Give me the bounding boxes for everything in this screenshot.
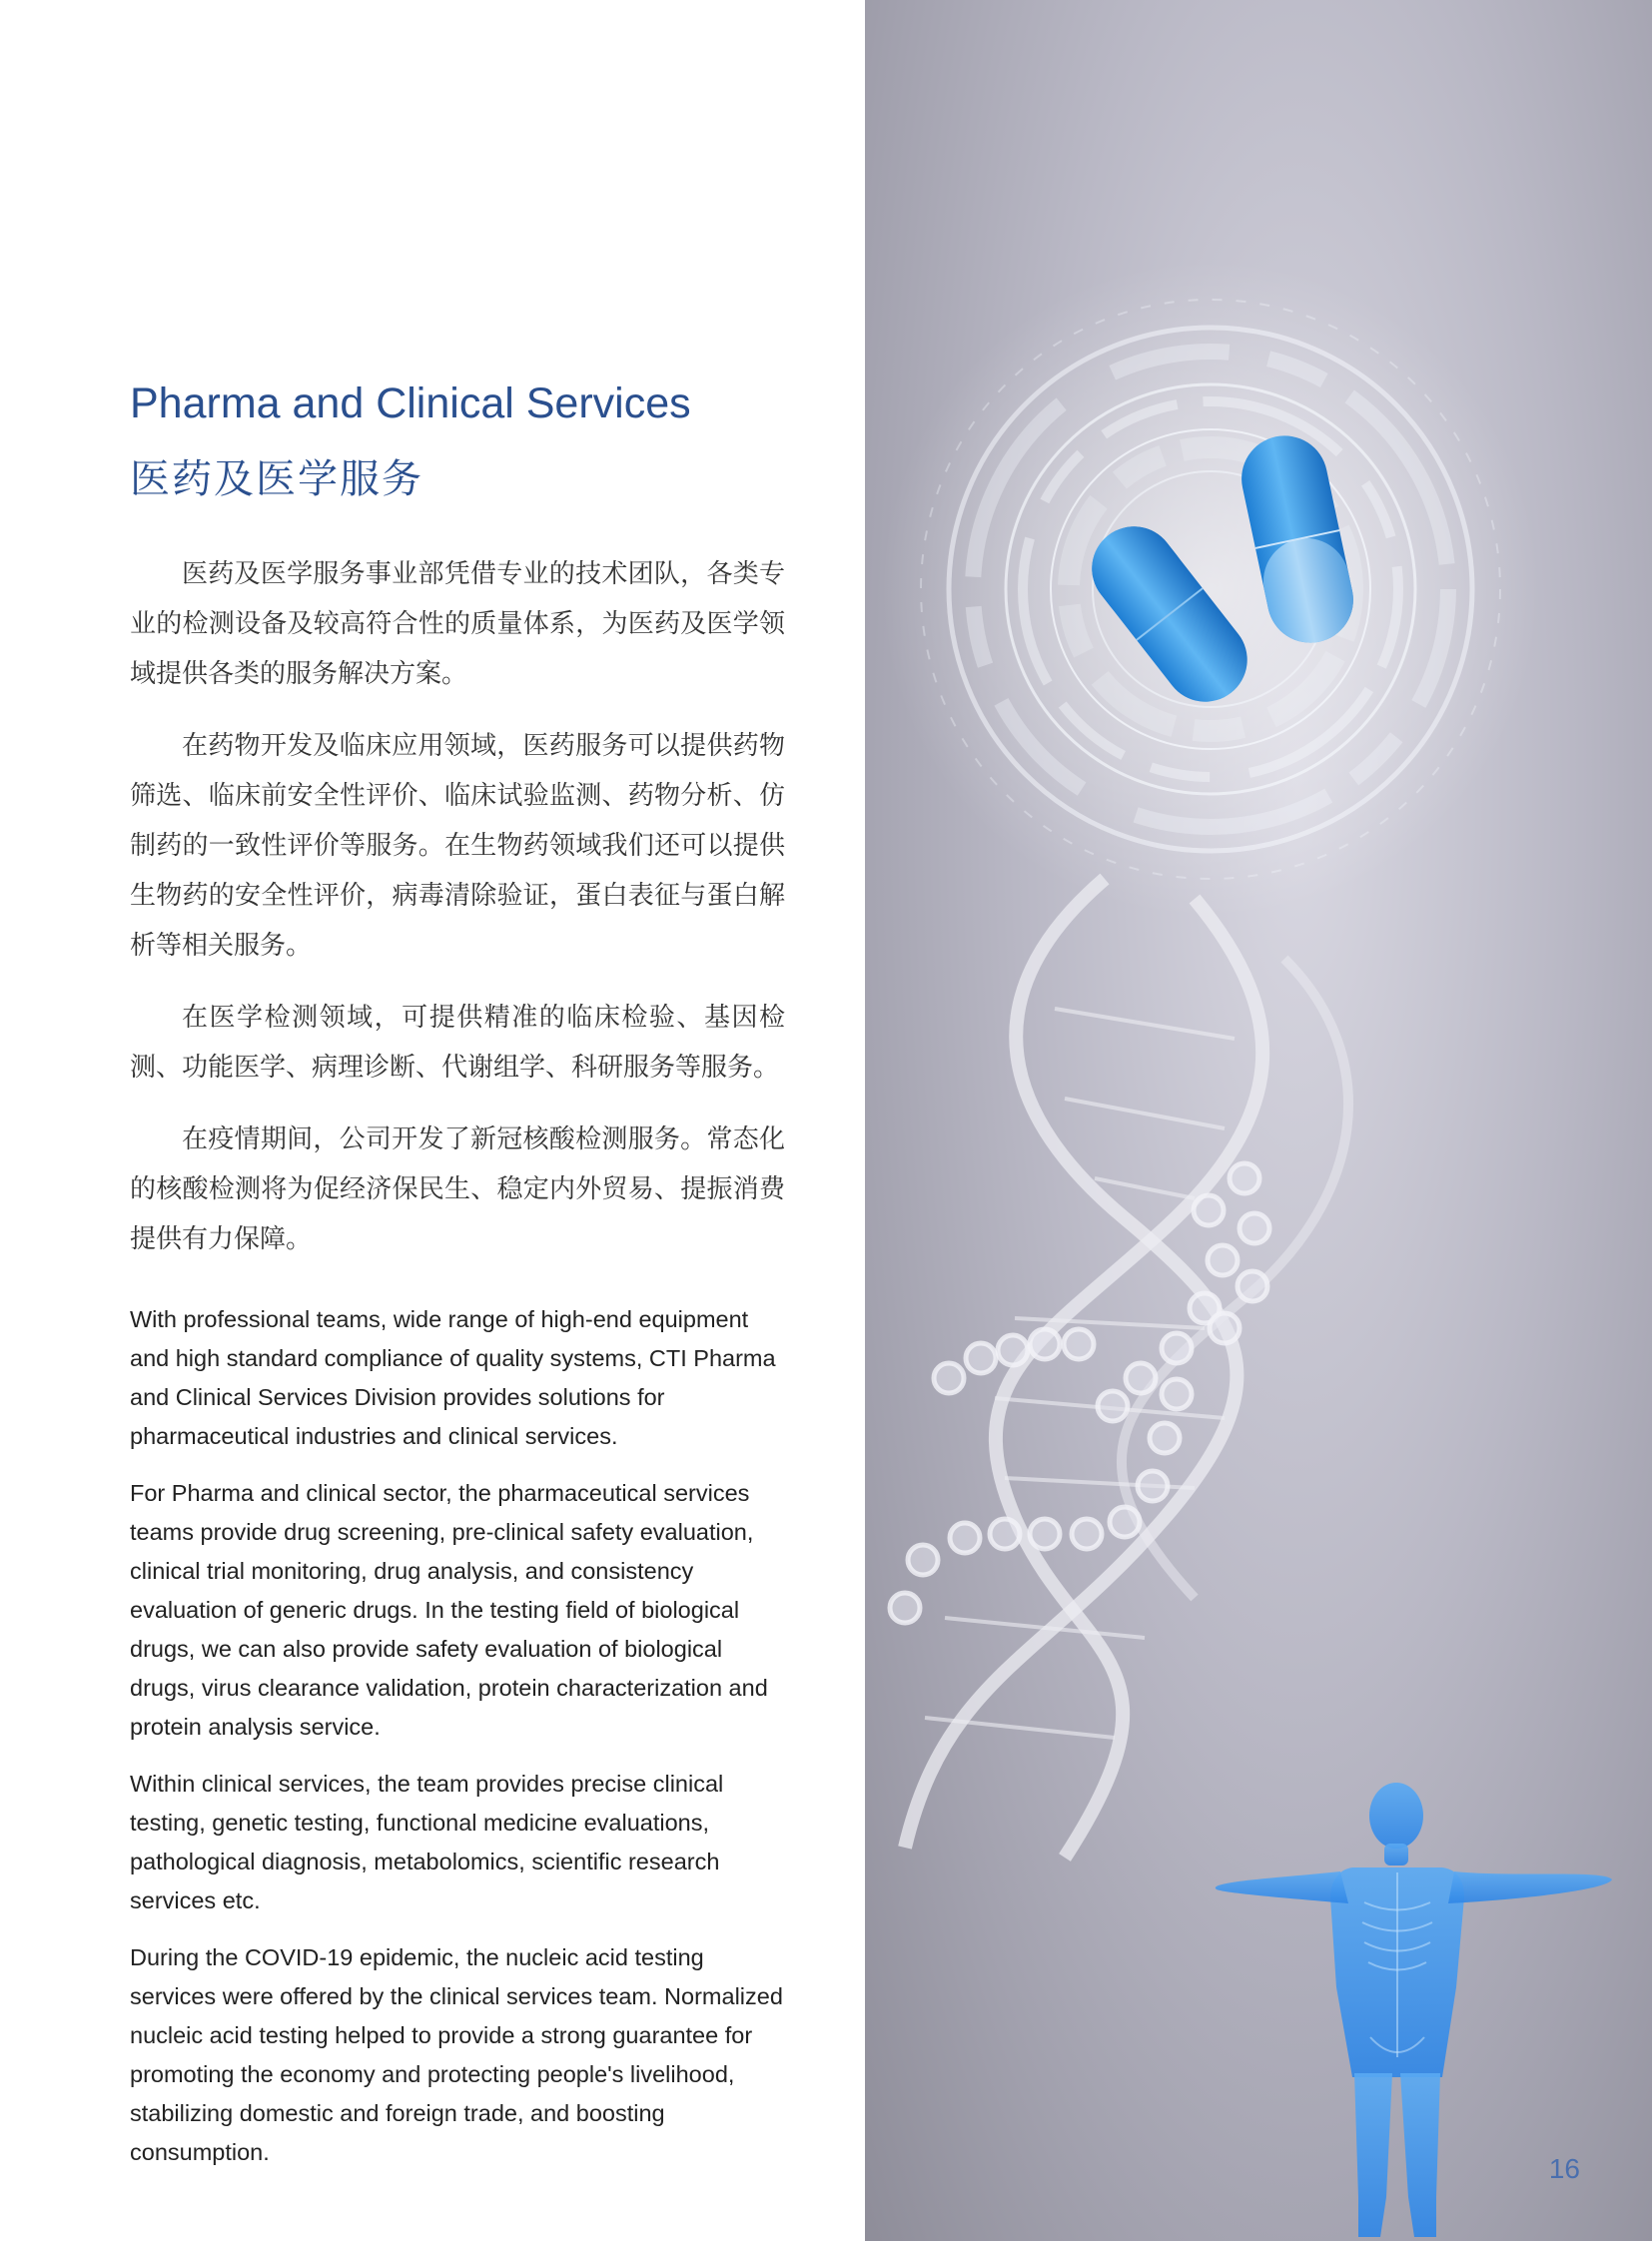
english-body: [130, 1300, 789, 2190]
page-number: 16: [1548, 2153, 1580, 2184]
cn-paragraph-1: 医药及医学服务事业部凭借专业的技术团队，各类专业的检测设备及较高符合性的质量体系，为医药及医学领域提供各类的服务解决方案。: [130, 559, 785, 689]
en-paragraph-4: During the COVID-19 epidemic, the nucleic acid testing services were offered by the clinical services team. Normalized nucleic acid testing helped to provide a strong guarantee for promoting the economy and protecting people's livelihood, stabilizing domestic and foreign trade, and boosting consumption.: [130, 1944, 783, 2165]
chinese-body: [130, 549, 785, 1286]
en-paragraph-1: With professional teams, wide range of high-end equipment and high standard compliance of quality systems, CTI Pharma and Clinical Services Division provides solutions for pharmaceutical industries and clinical services.: [130, 1306, 776, 1449]
cn-paragraph-4: 在疫情期间，公司开发了新冠核酸检测服务。常态化的核酸检测将为促经济保民生、稳定内外贸易、提振消费提供有力保障。: [130, 1124, 785, 1254]
illustration-panel: [865, 0, 1652, 2241]
dna-helix: [890, 879, 1348, 1858]
section-title-cn: 医药及医学服务: [130, 456, 423, 502]
cn-paragraph-3: 在医学检测领域，可提供精准的临床检验、基因检测、功能医学、病理诊断、代谢组学、科研服务等服务。: [130, 1003, 785, 1083]
cn-paragraph-2: 在药物开发及临床应用领域，医药服务可以提供药物筛选、临床前安全性评价、临床试验监测、药物分析、仿制药的一致性评价等服务。在生物药领域我们还可以提供生物药的安全性评价，病毒清除验证，蛋白表征与蛋白解析等相关服务。: [130, 731, 785, 961]
en-paragraph-2: For Pharma and clinical sector, the pharmaceutical services teams provide drug screening, pre-clinical safety evaluation, clinical trial monitoring, drug analysis, and consistency evaluation of generic drugs. In the testing field of biological drugs, we can also provide safety evaluation of biological drugs, virus clearance validation, protein characterization and protein analysis service.: [130, 1480, 768, 1740]
section-title-en: Pharma and Clinical Services: [130, 379, 691, 427]
en-paragraph-3: Within clinical services, the team provides precise clinical testing, genetic testing, functional medicine evaluations, pathological diagnosis, metabolomics, scientific research services etc.: [130, 1771, 724, 1913]
decorative-artwork: [865, 0, 1652, 2241]
